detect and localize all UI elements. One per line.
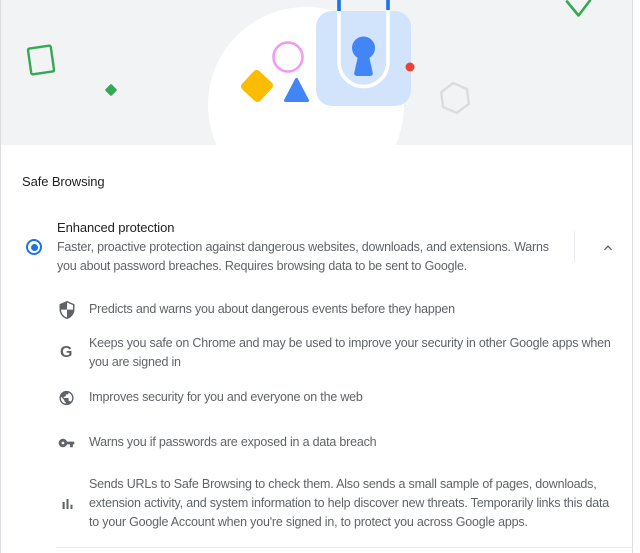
feature-row (58, 475, 615, 532)
section-title: Safe Browsing (22, 174, 105, 189)
feature-row (58, 433, 615, 452)
enhanced-protection-description: Faster, proactive protection against dangerous websites, downloads, and extensions. Warns you about password breaches. Requires browsing data to be sent to Google. (57, 240, 549, 273)
lock-illustration (316, 0, 411, 106)
radio-dot (31, 244, 38, 251)
feature-text: Keeps you safe on Chrome and may be used to improve your security in other Google apps when you are signed in (89, 336, 611, 369)
enhanced-protection-radio[interactable] (26, 239, 42, 255)
security-illustration (1, 0, 632, 145)
bar-chart-icon (59, 495, 76, 512)
enhanced-protection-option[interactable] (1, 205, 632, 287)
feature-text: Predicts and warns you about dangerous events before they happen (89, 302, 455, 316)
lock-shackle-top (339, 0, 388, 11)
safe-browsing-banner (1, 0, 632, 145)
globe-icon (58, 389, 75, 406)
feature-row (58, 388, 615, 407)
green-check-shape (567, 1, 590, 16)
green-square-shape (28, 46, 54, 75)
bottom-divider (56, 547, 633, 548)
shield-check-icon (58, 301, 76, 319)
key-icon (58, 434, 75, 451)
red-dot-shape (406, 63, 415, 72)
google-g-icon: G (60, 344, 73, 361)
row-separator (574, 231, 575, 262)
feature-row (58, 334, 615, 372)
chevron-up-icon (601, 241, 615, 255)
enhanced-protection-title: Enhanced protection (57, 220, 175, 235)
feature-row (58, 300, 615, 319)
collapse-button[interactable] (597, 237, 619, 259)
feature-text: Improves security for you and everyone on the web (89, 390, 363, 404)
green-diamond-shape (105, 84, 118, 97)
feature-text: Warns you if passwords are exposed in a data breach (89, 435, 377, 449)
hexagon-shape (439, 82, 472, 115)
feature-text: Sends URLs to Safe Browsing to check them. Also sends a small sample of pages, downloads, extension activity, and system information to help discover new threats. Temporarily links this data to your Google Account when you're signed in, to protect you across Google apps. (89, 477, 610, 529)
